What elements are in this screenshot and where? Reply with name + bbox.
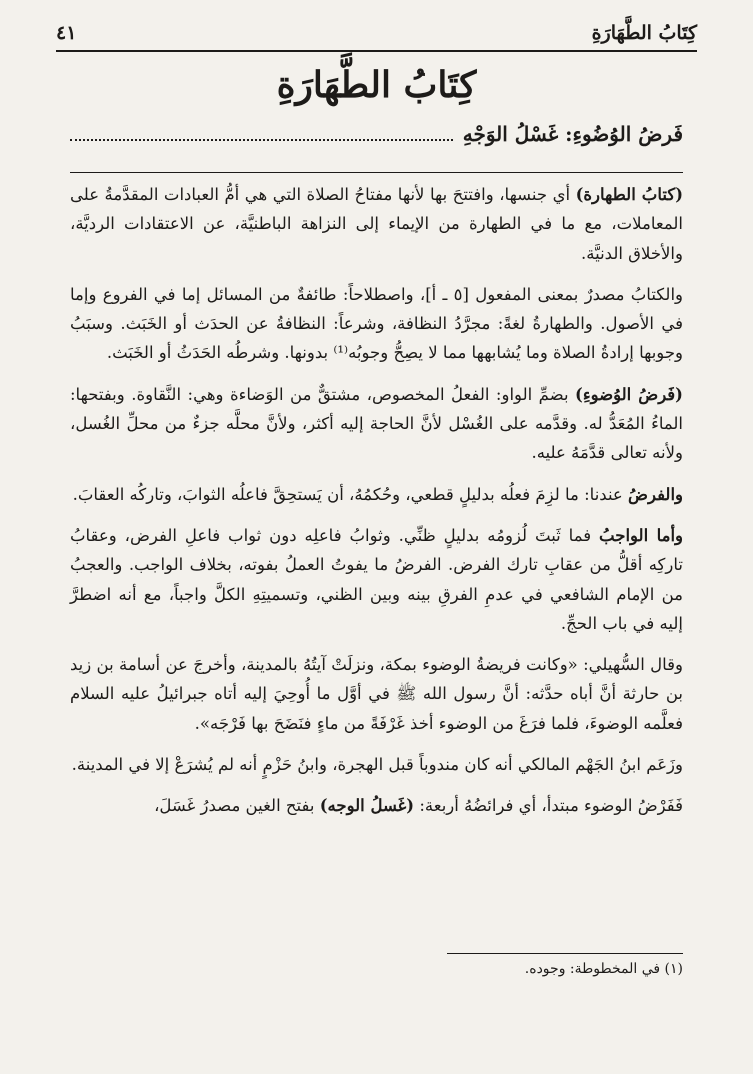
paragraph-text: أي جنسها، وافتتحَ بها لأنها مفتاحُ الصلاة التي هي أمُّ العبادات المقدَّمةُ على المعاملات، مع ما في الطهارة من الإيماء إلى النزاهة الباطنيَّة، عن الاعتقادات الرديَّة، والأخلاق الدنيَّة. bbox=[70, 185, 683, 263]
running-header bbox=[56, 20, 697, 46]
paragraph-lead: والفرضُ bbox=[628, 484, 683, 504]
paragraph bbox=[70, 750, 683, 779]
paragraph-text: فَفَرْضُ الوضوء مبتدأ، أي فرائضُهُ أربعة: bbox=[414, 796, 683, 816]
paragraph-lead: (كتابُ الطهارة) bbox=[575, 185, 683, 204]
page-number: ٤١ bbox=[56, 22, 77, 44]
paragraph-text: بفتح الغين مصدرُ غَسَلَ، bbox=[154, 796, 320, 816]
footnote-divider bbox=[447, 953, 683, 954]
paragraph-text: بضمِّ الواو: الفعلُ المخصوص، مشتقٌّ من الوَضاءة وهي: النَّقاوة. وبفتحها: الماءُ المُعَدُّ له. وقدَّمه على الغُسْل لأنَّ الحاجة إليه أكثر، ولأنَّ محلَّه جزءٌ من محلِّ الغُسل، ولأنه تعالى قدَّمَهُ عليه. bbox=[70, 384, 683, 463]
paragraph-text: عندنا: ما لزِمَ فعلُه بدليلٍ قطعي، وحُكمُهُ، أن يَستحِقَّ فاعلُه الثوابَ، وتاركُه العقابَ. bbox=[72, 484, 629, 504]
paragraph bbox=[70, 180, 683, 268]
paragraph-lead: (غَسلُ الوجه) bbox=[319, 796, 415, 816]
paragraph bbox=[70, 280, 683, 368]
paragraph-text: وزَعَم ابنُ الجَهْم المالكي أنه كان مندوباً قبل الهجرة، وابنُ حَزْمٍ أنه لم يُشرَعْ إلا في المدينة. bbox=[71, 755, 683, 775]
paragraph bbox=[70, 791, 683, 820]
header-divider bbox=[56, 50, 697, 52]
chapter-heading-text: فَرضُ الوُضُوءِ: غَسْلُ الوَجْهِ bbox=[462, 122, 683, 146]
footnote: (١) في المخطوطة: وجوده. bbox=[524, 961, 683, 977]
paragraph-text: وقال السُّهيلي: «وكانت فريضةُ الوضوء بمكة، ونزلَتْ آيتُهُ بالمدينة، وأخرجَ عن أسامة بن زيد بن حارثة أنَّ أباه حدَّثه: أنَّ رسول الله ﷺ في أوَّل ما أُوحِيَ إليه أتاه جبرائيلُ عليه السلام فعلَّمه الوضوءَ، فلما فرَغَ من الوضوء أخذ غَرْفَةً من ماءٍ فنَضَحَ بها فَرْجَه». bbox=[70, 655, 683, 733]
paragraph bbox=[70, 480, 683, 509]
paragraph-text: فما ثَبتَ لُزومُه بدليلٍ ظنِّي. وثوابُ فاعلِه دون ثواب فاعلِ الفرض، وعقابُ تاركِه أقلُّ من عقابِ تارك الفرض. الفرضُ ما يفوتُ العملُ بفوته، بخلاف الواجب. والعجبُ من الإمام الشافعي في عدمِ الفرقِ بينه وبين الظني، وتسميتِهِ الكلَّ واجباً، مع أنه اضطرَّ إليه في باب الحجِّ. bbox=[70, 525, 683, 633]
chapter-heading-dots bbox=[70, 138, 453, 141]
chapter-heading bbox=[70, 122, 683, 146]
paragraph-text: والكتابُ مصدرٌ بمعنى المفعول [٥ ـ أ]، واصطلاحاً: طائفةٌ من المسائل إما في الفروع وإما في الأصول. والطهارةُ لغةً: مجرَّدُ النظافة، وشرعاً: النظافةُ عن الحدَث أو الخَبَث. وسبَبُ وجوبها إرادةُ الصلاة وما يُشابهها مما لا يصِحُّ وجوبُه⁽¹⁾ بدونها. وشرطُه الحَدَثُ أو الخَبَث. bbox=[70, 284, 683, 363]
body-text bbox=[70, 180, 683, 833]
running-title: كِتَابُ الطَّهَارَةِ bbox=[591, 22, 697, 44]
heading-divider bbox=[70, 172, 683, 173]
paragraph-lead: (فَرضُ الوُضوءِ) bbox=[575, 384, 683, 404]
book-title: كِتَابُ الطَّهَارَةِ bbox=[276, 64, 477, 106]
paragraph bbox=[70, 380, 683, 468]
paragraph bbox=[70, 521, 683, 638]
paragraph bbox=[70, 650, 683, 738]
paragraph-lead: وأما الواجبُ bbox=[599, 525, 683, 545]
